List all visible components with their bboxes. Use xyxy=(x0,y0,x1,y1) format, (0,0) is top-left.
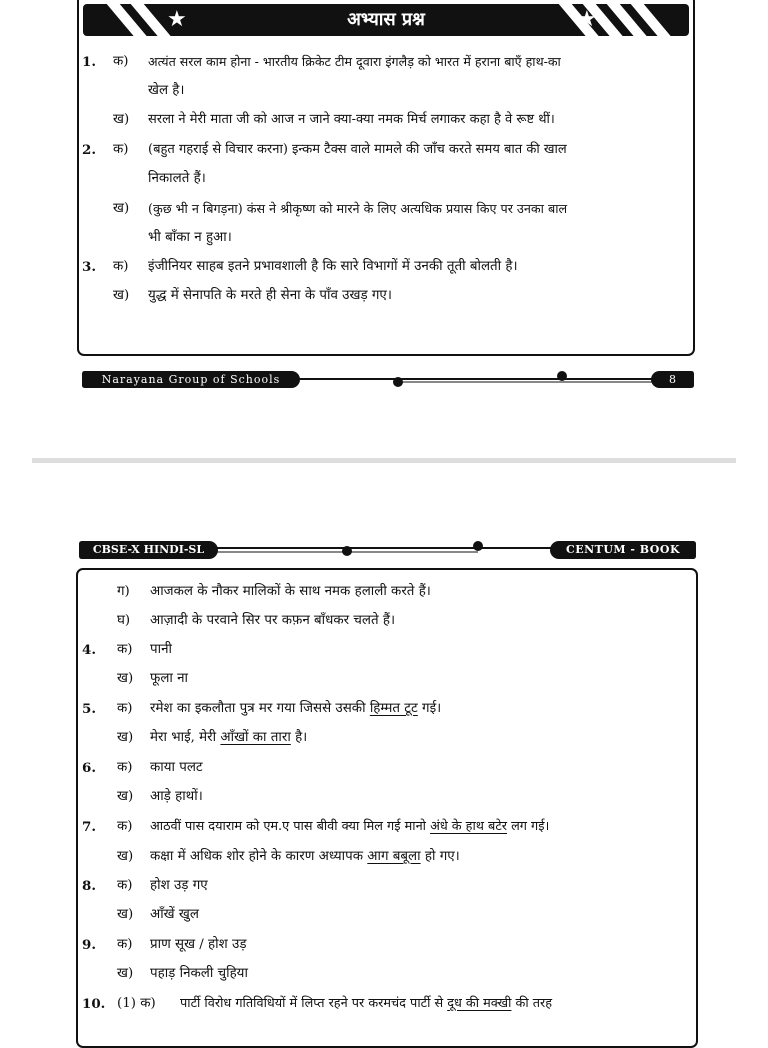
answer-text-part: आँखें खुल xyxy=(150,907,199,922)
answer-text: युद्ध में सेनापति के मरते ही सेना के पाँव उखड़ गए। xyxy=(148,288,392,303)
question-number: 4. xyxy=(82,642,96,658)
sub-question-letter: क) xyxy=(113,259,129,274)
underlined-idiom: आँखों का तारा xyxy=(220,730,291,745)
answer-text: (बहुत गहराई से विचार करना) इन्कम टैक्स वाले मामले की जाँच करते समय बात की खाल xyxy=(148,142,567,157)
answer-text-part: काया पलट xyxy=(150,760,203,775)
footer-school-name: Narayana Group of Schools xyxy=(82,371,300,388)
answer-text xyxy=(150,965,248,983)
sub-question-letter: क) xyxy=(117,819,133,834)
sub-question-letter: क) xyxy=(117,937,133,952)
footer-dot xyxy=(393,377,403,387)
answer-text xyxy=(150,906,199,924)
answer-text xyxy=(150,641,172,659)
question-number: 3. xyxy=(82,259,96,275)
sub-question-letter: घ) xyxy=(117,613,131,628)
answer-text-part: पहाड़ निकली चुहिया xyxy=(150,966,248,981)
sub-question-letter: क) xyxy=(117,701,133,716)
sub-question-letter: क) xyxy=(117,878,133,893)
answer-text-part: फूला ना xyxy=(150,671,189,686)
answer-text: भी बाँका न हुआ। xyxy=(148,230,232,245)
sub-question-letter: ख) xyxy=(113,201,130,216)
header-dot xyxy=(342,546,352,556)
sub-question-letter: ख) xyxy=(117,789,134,804)
answer-text-part: पार्टी विरोध गतिविधियों में लिप्त रहने पर करमचंद पार्टी से xyxy=(180,996,448,1011)
star-icon: ★ xyxy=(577,7,597,32)
answer-text-part: आठवीं पास दयाराम को एम.ए पास बीवी क्या मिल गई मानो xyxy=(150,819,431,834)
answer-text-part: कक्षा में अधिक शोर होने के कारण अध्यापक xyxy=(150,849,368,864)
answer-text xyxy=(150,788,203,806)
answer-text xyxy=(150,612,395,630)
sub-question-letter: ख) xyxy=(117,907,134,922)
answer-text-part: प्राण सूख / होश उड़ xyxy=(150,937,247,952)
answer-text-part: मेरा भाई, मेरी xyxy=(150,730,221,745)
underlined-idiom: आग बबूला xyxy=(367,849,421,864)
underlined-idiom: दूध की मक्खी xyxy=(447,996,512,1011)
answer-text-part: की तरह xyxy=(511,996,553,1011)
question-number: 9. xyxy=(82,937,96,953)
question-number: 7. xyxy=(82,819,96,835)
answer-text: सरला ने मेरी माता जी को आज न जाने क्या-क्या नमक मिर्च लगाकर कहा है वे रूष्ट थीं। xyxy=(148,112,555,127)
answer-text: अत्यंत सरल काम होना - भारतीय क्रिकेट टीम दूवारा इंगलैड़ को भारत में हराना बाएँ हाथ-का xyxy=(148,54,561,69)
question-number: 1. xyxy=(82,54,96,70)
answer-text-part: लग गई। xyxy=(507,819,550,834)
answer-text-part: आड़े हाथों। xyxy=(150,789,203,804)
question-number: 5. xyxy=(82,701,96,717)
answer-text-part: हो गए। xyxy=(420,849,460,864)
answer-text-part: गई। xyxy=(417,701,442,716)
star-icon: ★ xyxy=(167,7,187,32)
section-title: अभ्यास प्रश्न xyxy=(347,9,425,30)
sub-question-letter: ख) xyxy=(117,730,134,745)
header-dot xyxy=(473,541,483,551)
answer-text: (कुछ भी न बिगड़ना) कंस ने श्रीकृष्ण को मारने के लिए अत्यधिक प्रयास किए पर उनका बाल xyxy=(148,201,568,216)
answer-text xyxy=(150,936,247,954)
answer-text-part: आजकल के नौकर मालिकों के साथ नमक हलाली करते हैं। xyxy=(150,584,431,599)
question-number: 2. xyxy=(82,142,96,158)
answer-text xyxy=(150,583,431,601)
sub-question-letter: ख) xyxy=(113,112,130,127)
sub-question-letter: ख) xyxy=(117,671,134,686)
sub-question-letter: ख) xyxy=(117,966,134,981)
section-title-band xyxy=(83,4,689,36)
sub-question-letter: क) xyxy=(117,760,133,775)
sub-question-letter: (1) क) xyxy=(117,996,156,1011)
question-number: 10. xyxy=(82,996,106,1012)
sub-question-letter: ख) xyxy=(113,288,130,303)
sub-question-letter: ग) xyxy=(117,584,130,599)
underlined-idiom: अंधे के हाथ बटेर xyxy=(430,819,508,834)
answer-text xyxy=(150,700,441,718)
answer-text-part: होश उड़ गए xyxy=(150,878,208,893)
header-subject: CBSE-X HINDI-SL xyxy=(79,541,218,559)
sub-question-letter: ख) xyxy=(117,849,134,864)
footer-dot xyxy=(557,371,567,381)
header-rule xyxy=(216,538,552,560)
sub-question-letter: क) xyxy=(117,642,133,657)
header-book: CENTUM - BOOK xyxy=(550,541,696,559)
underlined-idiom: हिम्मत टूट xyxy=(369,701,418,716)
sub-question-letter: क) xyxy=(113,142,129,157)
answer-text xyxy=(150,848,460,866)
question-number: 6. xyxy=(82,760,96,776)
answer-text-part: रमेश का इकलौता पुत्र मर गया जिससे उसकी xyxy=(150,701,370,716)
answer-text: निकालते हैं। xyxy=(148,171,206,186)
answer-text: खेल है। xyxy=(148,83,185,98)
answer-text xyxy=(150,729,307,747)
page-separator xyxy=(32,458,736,463)
page-number: 8 xyxy=(651,371,694,388)
answer-text-part: आज़ादी के परवाने सिर पर कफ़न बाँधकर चलते हैं। xyxy=(150,613,396,628)
answer-text-part: पानी xyxy=(150,642,172,657)
footer-rule xyxy=(298,368,654,390)
answer-text: इंजीनियर साहब इतने प्रभावशाली है कि सारे विभागों में उनकी तूती बोलती है। xyxy=(148,259,518,274)
answer-text xyxy=(150,818,549,836)
answer-text xyxy=(150,670,188,688)
answer-text xyxy=(180,995,552,1013)
answer-text xyxy=(150,759,203,777)
question-number: 8. xyxy=(82,878,96,894)
sub-question-letter: क) xyxy=(113,54,129,69)
answer-text-part: है। xyxy=(290,730,308,745)
answer-text xyxy=(150,877,208,895)
